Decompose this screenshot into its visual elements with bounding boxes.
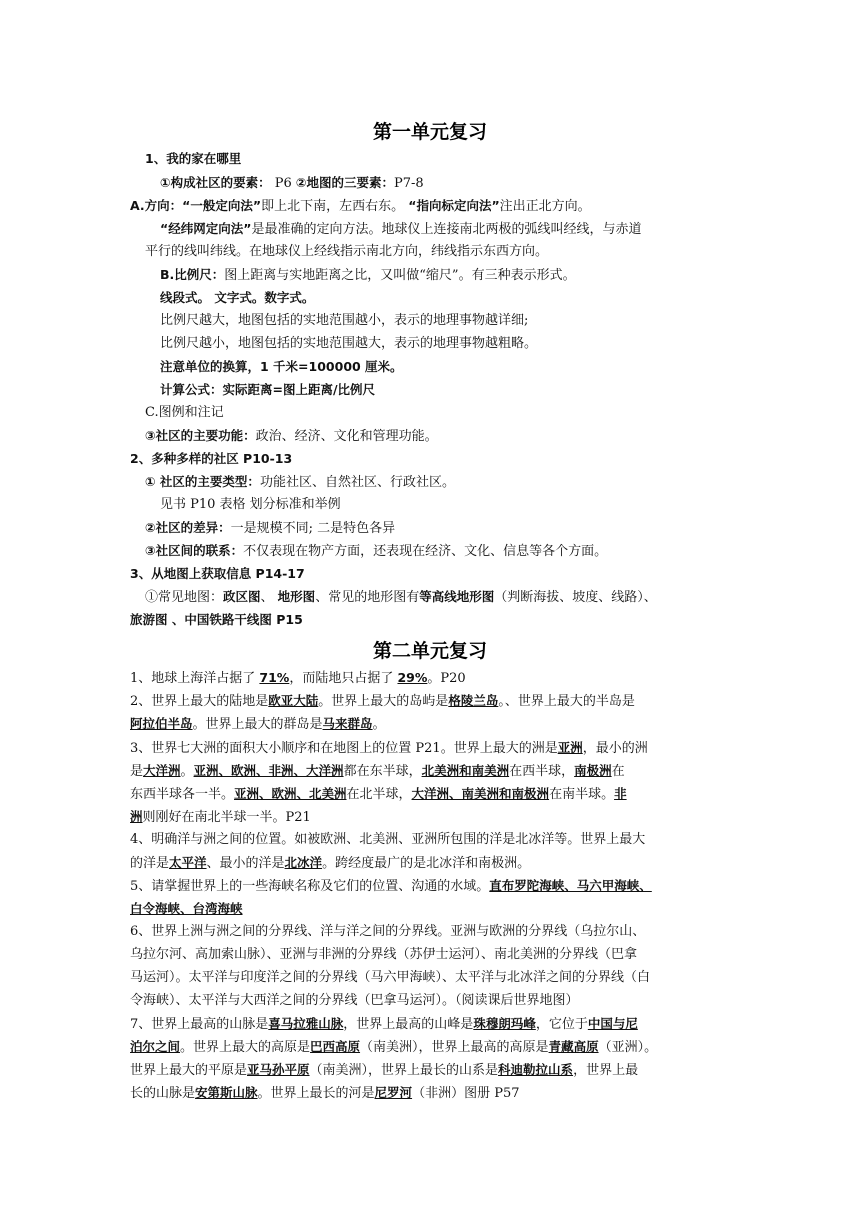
text-run: 。世界上最长的河是 — [257, 1086, 375, 1101]
bold-text: 2、多种多样的社区 P10-13 — [130, 451, 293, 466]
text-run: ，世界上最 — [573, 1063, 639, 1078]
text-run: （南美洲），世界上最高的高原是 — [360, 1040, 549, 1055]
key-term: 直布罗陀海峡、马六甲海峡、 — [489, 878, 652, 893]
bold-text: 等高线地形图 — [419, 589, 495, 604]
unit1-line — [145, 586, 657, 609]
unit2-line — [130, 875, 652, 898]
text-run: 比例尺越小，地图包括的实地范围越大，表示的地理事物越粗略。 — [160, 336, 538, 351]
text-run: （亚洲）。 — [598, 1040, 658, 1055]
text-run: 世界上最大的平原是 — [130, 1063, 248, 1078]
text-run: 6、世界上洲与洲之间的分界线、洋与洋之间的分界线。亚洲与欧洲的分界线（乌拉尔山、 — [130, 924, 646, 939]
key-term: 大洋洲 — [143, 763, 181, 778]
text-run: 、最小的洋是 — [206, 856, 285, 871]
key-term: 欧亚大陆 — [268, 693, 319, 708]
text-run: C.图例和注记 — [145, 405, 224, 420]
unit2-title: 第二单元复习 — [372, 640, 487, 662]
text-run: 、 — [260, 590, 278, 605]
text-run: 。世界上最大的高原是 — [180, 1040, 311, 1055]
bold-text: 1、我的家在哪里 — [145, 151, 242, 166]
bold-text: 线段式。 文字式。数字式。 — [160, 290, 315, 305]
unit2-line — [130, 990, 579, 1012]
unit2-line — [130, 1059, 638, 1082]
unit2-line — [130, 852, 530, 875]
key-term: 科迪勒拉山系 — [498, 1062, 574, 1077]
key-term: 太平洋 — [169, 855, 207, 870]
unit1-line — [160, 310, 528, 332]
text-run: 马运河）。太平洋与印度洋之间的分界线（马六甲海峡）、太平洋与北冰洋之间的分界线（白 — [130, 970, 651, 985]
unit2-line — [130, 713, 386, 736]
text-run: 7、世界上最高的山脉是 — [130, 1017, 269, 1032]
bold-text: B.比例尺： — [160, 267, 225, 282]
unit1-title: 第一单元复习 — [372, 121, 487, 143]
unit2-line — [130, 1082, 519, 1105]
unit2-line — [130, 829, 645, 851]
unit1-line — [160, 264, 576, 287]
bold-text: ③社区间的联系： — [145, 543, 244, 558]
text-run: 功能社区、自然社区、行政社区。 — [259, 475, 455, 490]
key-term: 安第斯山脉 — [195, 1085, 258, 1100]
unit1-line — [130, 448, 292, 471]
key-term: 阿拉伯半岛 — [130, 716, 193, 731]
bold-text: ②社区的差异： — [145, 520, 231, 535]
text-run: P7-8 — [393, 176, 424, 191]
text-run: ，它位于 — [535, 1017, 588, 1032]
unit1-line — [160, 379, 375, 402]
text-run: 的洋是 — [130, 856, 170, 871]
text-run: 在西半球， — [509, 764, 575, 779]
key-term: 亚马孙平原 — [247, 1062, 310, 1077]
unit1-line — [145, 540, 607, 563]
key-term: 喜马拉雅山脉 — [268, 1016, 344, 1031]
text-run: 在 — [611, 764, 625, 779]
unit1-line — [160, 287, 314, 310]
unit1-line — [160, 218, 641, 241]
text-run: 长的山脉是 — [130, 1086, 196, 1101]
text-run: ，最小的洲 — [582, 741, 648, 756]
bold-text: A.方向：“一般定向法” — [130, 198, 262, 213]
key-term: 洲 — [130, 809, 143, 824]
text-run: P6 — [270, 176, 296, 191]
unit1-line — [160, 356, 403, 379]
key-term: 珠穆朗玛峰 — [473, 1016, 536, 1031]
key-term: 北美洲和南美洲 — [421, 763, 510, 778]
key-term: 南极洲 — [574, 763, 612, 778]
unit1-line — [160, 494, 341, 516]
unit2-line — [130, 1013, 638, 1036]
key-term: 格陵兰岛 — [448, 693, 499, 708]
unit1-line — [145, 425, 438, 448]
unit1-line — [160, 172, 424, 195]
text-run: 在北半球， — [346, 787, 412, 802]
unit2-line — [130, 1036, 657, 1059]
key-term: 中国与尼 — [587, 1016, 638, 1031]
text-run: 则刚好在南北半球一半。P21 — [142, 810, 311, 825]
bold-text: ①构成社区的要素： — [160, 175, 271, 190]
unit1-line — [145, 402, 224, 424]
key-term: 青藏高原 — [548, 1039, 599, 1054]
text-run: 。 — [372, 717, 386, 732]
text-run: 即上北下南，左西右东。 — [261, 199, 409, 214]
unit2-line — [130, 667, 466, 690]
text-run: 乌拉尔河、高加索山脉）、亚洲与非洲的分界线（苏伊士运河）、南北美洲的分界线（巴拿 — [130, 947, 638, 962]
bold-text: “经纬网定向法” — [160, 221, 252, 236]
unit2-line — [130, 898, 243, 921]
bold-text: 旅游图 、中国铁路干线图 P15 — [130, 612, 303, 627]
text-run: 在南半球。 — [549, 787, 615, 802]
text-run: 是 — [130, 764, 144, 779]
unit2-line — [130, 760, 625, 783]
bold-text: ① 社区的主要类型： — [145, 474, 260, 489]
text-run: ，而陆地只占据了 — [289, 671, 398, 686]
key-term: 马来群岛 — [322, 716, 373, 731]
text-run: 4、明确洋与洲之间的位置。如被欧洲、北美洲、亚洲所包围的洋是北冰洋等。世界上最大 — [130, 832, 646, 847]
text-run: 3、世界七大洲的面积大小顺序和在地图上的位置 P21。世界上最大的洲是 — [130, 741, 558, 756]
text-run: 平行的线叫纬线。在地球仪上经线指示南北方向，纬线指示东西方向。 — [145, 244, 549, 259]
key-term: 北冰洋 — [284, 855, 323, 870]
key-term: 泊尔之间 — [130, 1039, 181, 1054]
key-term: 非 — [614, 786, 627, 801]
unit1-line — [145, 241, 548, 263]
unit2-line — [130, 806, 311, 829]
text-run: 东西半球各一半。 — [130, 787, 235, 802]
key-term: 71% — [259, 670, 290, 685]
unit1-line — [130, 563, 305, 586]
text-run: 令海峡）、太平洋与大西洋之间的分界线（巴拿马运河）。（阅读课后世界地图） — [130, 993, 579, 1008]
key-term: 尼罗河 — [374, 1085, 413, 1100]
unit2-line — [130, 944, 637, 966]
text-run: 不仅表现在物产方面，还表现在经济、文化、信息等各个方面。 — [243, 544, 608, 559]
text-run: ①常见地图： — [145, 590, 224, 605]
bold-text: 地形图 — [277, 589, 316, 604]
bold-text: 政区图 — [223, 589, 261, 604]
text-run: 是最准确的定向方法。地球仪上连接南北两极的弧线叫经线，与赤道 — [251, 222, 642, 237]
bold-text: ②地图的三要素： — [295, 175, 394, 190]
text-run: 都在东半球， — [343, 764, 422, 779]
bold-text: 3、从地图上获取信息 P14-17 — [130, 566, 305, 581]
key-term: 29% — [397, 670, 428, 685]
key-term: 白令海峡、台湾海峡 — [130, 901, 243, 916]
text-run: 注出正北方向。 — [499, 199, 591, 214]
text-run: 。跨经度最广的是北冰洋和南极洲。 — [322, 856, 531, 871]
bold-text: 计算公式：实际距离=图上距离/比例尺 — [160, 382, 376, 397]
unit2-line — [130, 921, 645, 943]
bold-text: 注意单位的换算，1 千米=100000 厘米。 — [160, 359, 403, 374]
text-run: （判断海拔、坡度、线路）、 — [494, 590, 657, 605]
unit1-line — [160, 333, 537, 355]
text-run: 。世界上最大的群岛是 — [192, 717, 323, 732]
unit2-line — [130, 783, 627, 806]
unit1-line — [145, 517, 395, 540]
unit2-line — [130, 967, 650, 989]
key-term: 亚洲 — [557, 740, 583, 755]
text-run: 、常见的地形图有 — [315, 590, 420, 605]
text-run: 比例尺越大，地图包括的实地范围越小，表示的地理事物越详细; — [160, 313, 529, 328]
bold-text: ③社区的主要功能： — [145, 428, 256, 443]
text-run: ，世界上最高的山峰是 — [343, 1017, 474, 1032]
unit2-line — [130, 737, 648, 760]
text-run: 2、世界上最大的陆地是 — [130, 694, 269, 709]
bold-text: “指向标定向法” — [408, 198, 500, 213]
text-run: 1、地球上海洋占据了 — [130, 671, 260, 686]
unit1-line — [145, 471, 455, 494]
text-run: 5、请掌握世界上的一些海峡名称及它们的位置、沟通的水域。 — [130, 879, 490, 894]
key-term: 亚洲、欧洲、非洲、大洋洲 — [193, 763, 344, 778]
key-term: 巴西高原 — [310, 1039, 361, 1054]
unit1-line — [130, 195, 591, 218]
text-run: 。 — [180, 764, 194, 779]
unit2-line — [130, 690, 635, 713]
text-run: 。世界上最大的岛屿是 — [318, 694, 449, 709]
text-run: 一是规模不同; 二是特色各异 — [230, 521, 396, 536]
text-run: （非洲）图册 P57 — [412, 1086, 520, 1101]
text-run: 图上距离与实地距离之比，又叫做“缩尺”。有三种表示形式。 — [224, 268, 576, 283]
text-run: （南美洲），世界上最长的山系是 — [309, 1063, 499, 1078]
text-run: 。、世界上最大的半岛是 — [498, 694, 635, 709]
text-run: 政治、经济、文化和管理功能。 — [255, 429, 438, 444]
text-run: 见书 P10 表格 划分标准和举例 — [160, 497, 341, 512]
key-term: 亚洲、欧洲、北美洲 — [234, 786, 347, 801]
text-run: 。P20 — [427, 671, 466, 686]
key-term: 大洋洲、南美洲和南极洲 — [411, 786, 550, 801]
unit1-line — [145, 148, 241, 171]
unit1-line — [130, 609, 303, 632]
